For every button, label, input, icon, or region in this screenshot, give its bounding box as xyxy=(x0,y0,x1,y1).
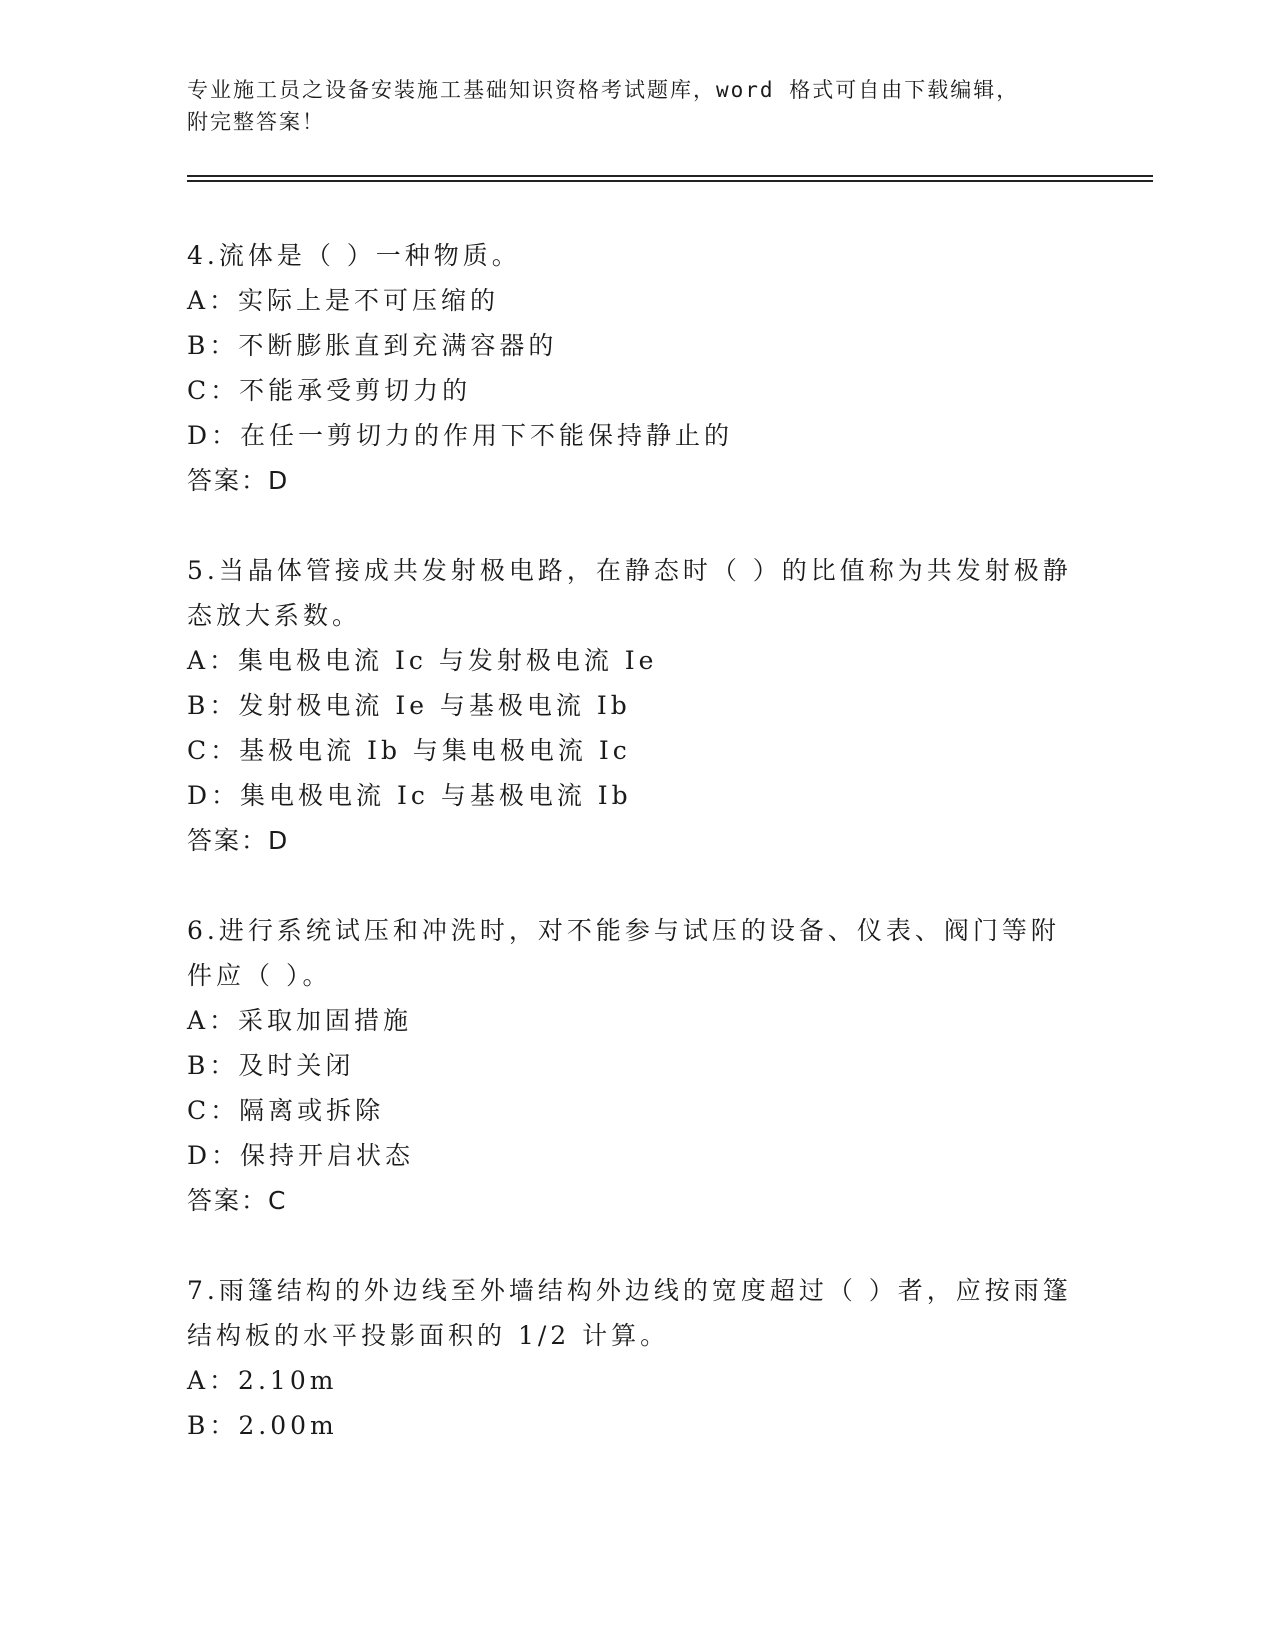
question-stem-continued: 态放大系数。 xyxy=(187,601,362,630)
option-d: D：在任一剪切力的作用下不能保持静止的 xyxy=(187,421,734,450)
option-c: C：不能承受剪切力的 xyxy=(187,376,472,405)
question-6 xyxy=(187,908,1087,1223)
option-a: A：采取加固措施 xyxy=(187,1006,413,1035)
question-stem: 4.流体是（ ）一种物质。 xyxy=(187,241,521,270)
question-spacer xyxy=(187,1223,1087,1268)
option-a: A：2.10m xyxy=(187,1366,338,1395)
option-a: A：实际上是不可压缩的 xyxy=(187,286,500,315)
option-d: D：保持开启状态 xyxy=(187,1141,415,1170)
question-spacer xyxy=(187,863,1087,908)
question-4 xyxy=(187,233,1087,503)
question-list xyxy=(187,233,1087,1448)
header-line-2: 附完整答案！ xyxy=(187,110,325,134)
header-divider-bottom xyxy=(187,180,1153,182)
question-stem: 5.当晶体管接成共发射极电路，在静态时（ ）的比值称为共发射极静 xyxy=(187,556,1072,585)
option-c: C：基极电流 Ib 与集电极电流 Ic xyxy=(187,736,631,765)
answer-line: 答案：D xyxy=(187,826,290,855)
header-divider-top xyxy=(187,175,1153,177)
question-stem: 6.进行系统试压和冲洗时，对不能参与试压的设备、仪表、阀门等附 xyxy=(187,916,1060,945)
question-stem-continued: 结构板的水平投影面积的 1/2 计算。 xyxy=(187,1321,670,1350)
question-spacer xyxy=(187,503,1087,548)
option-b: B：发射极电流 Ie 与基极电流 Ib xyxy=(187,691,631,720)
option-b: B：不断膨胀直到充满容器的 xyxy=(187,331,558,360)
question-5 xyxy=(187,548,1087,863)
option-b: B：2.00m xyxy=(187,1411,338,1440)
option-d: D：集电极电流 Ic 与基极电流 Ib xyxy=(187,781,632,810)
option-c: C：隔离或拆除 xyxy=(187,1096,385,1125)
option-a: A：集电极电流 Ic 与发射极电流 Ie xyxy=(187,646,658,675)
question-stem-continued: 件应（ ）。 xyxy=(187,961,332,990)
header-line-1: 专业施工员之设备安装施工基础知识资格考试题库，word 格式可自由下载编辑， xyxy=(187,78,1020,102)
answer-line: 答案：C xyxy=(187,1186,288,1215)
document-header xyxy=(187,74,1067,138)
option-b: B：及时关闭 xyxy=(187,1051,355,1080)
question-7 xyxy=(187,1268,1087,1448)
question-stem: 7.雨篷结构的外边线至外墙结构外边线的宽度超过（ ）者，应按雨篷 xyxy=(187,1276,1072,1305)
answer-line: 答案：D xyxy=(187,466,290,495)
